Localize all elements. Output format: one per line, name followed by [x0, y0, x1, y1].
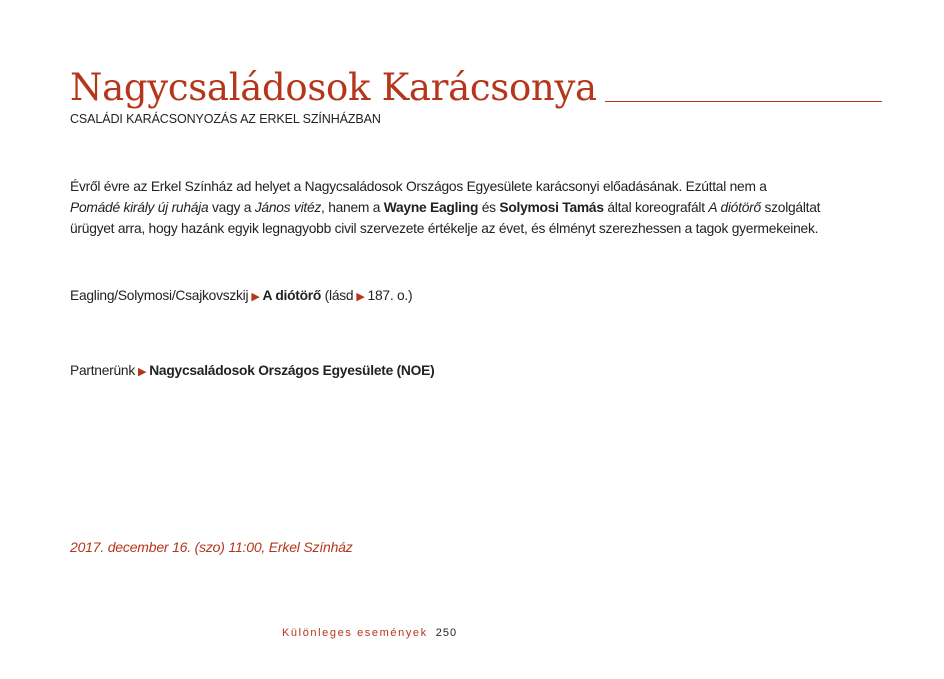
production-credit [70, 288, 412, 303]
intro-title-diotoro: A diótörő [708, 200, 761, 215]
title-row [70, 66, 882, 110]
credit-ref-page: 187. o.) [367, 288, 413, 303]
intro-line-2 [70, 197, 870, 218]
page-number: 250 [435, 627, 458, 639]
partner-label: Partnerünk [70, 363, 135, 378]
credit-authors: Eagling/Solymosi/Csajkovszkij [70, 288, 249, 303]
event-date: 2017. december 16. (szo) 11:00, Erkel Színház [70, 539, 353, 555]
intro-text: szolgáltat [760, 200, 821, 215]
intro-name-solymosi: Solymosi Tamás [499, 200, 604, 215]
intro-text: vagy a [208, 200, 255, 215]
intro-paragraph [70, 176, 870, 239]
intro-title-pomade: Pomádé király új ruhája [70, 200, 209, 215]
intro-text: és [478, 200, 500, 215]
partner-line [70, 363, 434, 378]
triangle-right-icon: ▶ [251, 291, 260, 303]
intro-line-3 [70, 218, 870, 239]
footer-section: Különleges események [282, 627, 428, 639]
intro-title-janos: János vitéz [254, 200, 322, 215]
intro-text: ürügyet arra, hogy hazánk egyik legnagyobb civil szervezete értékelje az évet, és élményt szerezhessen a tagok gyermekeinek. [70, 221, 819, 236]
triangle-right-icon: ▶ [356, 291, 365, 303]
triangle-right-icon: ▶ [138, 366, 147, 378]
partner-name: Nagycsaládosok Országos Egyesülete (NOE) [149, 363, 435, 378]
page-title: Nagycsaládosok Karácsonya [70, 66, 597, 109]
intro-text: által koreografált [603, 200, 709, 215]
intro-text: , hanem a [321, 200, 384, 215]
intro-name-eagling: Wayne Eagling [383, 200, 479, 215]
page-footer [282, 627, 457, 639]
title-divider [605, 101, 882, 102]
intro-text: Évről évre az Erkel Színház ad helyet a Nagycsaládosok Országos Egyesülete karácsonyi előadásának. Ezúttal nem a [70, 179, 767, 194]
credit-work-title: A diótörő [262, 288, 322, 303]
credit-ref-label: (lásd [324, 288, 354, 303]
page-subtitle: CSALÁDI KARÁCSONYOZÁS AZ ERKEL SZÍNHÁZBAN [70, 112, 381, 126]
intro-line-1 [70, 176, 870, 197]
